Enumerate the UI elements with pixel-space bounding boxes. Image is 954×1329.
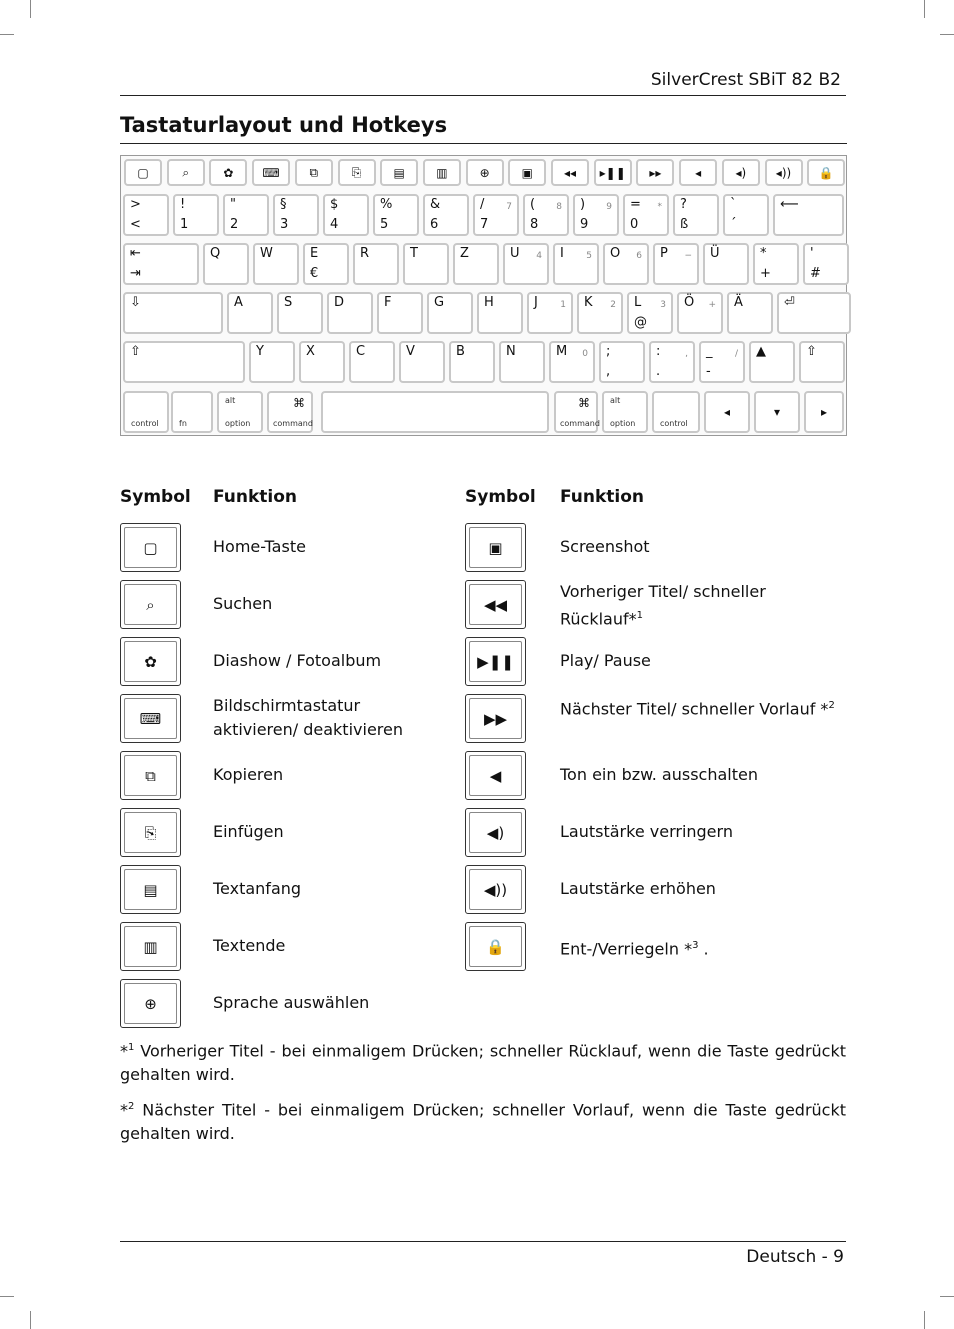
play-pause-icon: ▶❚❚ [469,641,522,682]
col-function-left: Funktion [213,487,298,507]
function-label: Nächster Titel/ schneller Vorlauf * [560,699,829,719]
symbol-box [120,751,181,800]
key-label-bottom: 5 [380,217,389,232]
key-row5-0[interactable] [123,341,245,383]
search-icon: ⌕ [124,584,177,625]
keyboard-icon: ⌨ [124,698,177,739]
key-label-top: ) [580,197,586,212]
section-title: Tastaturlayout und Hotkeys [120,113,448,137]
lock-icon: 🔒 [469,926,522,967]
key-label-top: I [560,246,564,261]
key-row4-6[interactable] [477,292,523,334]
lock-icon: 🔒 [818,165,834,180]
volume-up-icon: ◀)) [469,869,522,910]
key-row2-12[interactable] [723,194,769,236]
footnote-ref: 1 [636,610,643,621]
key-label-top: ! [180,197,186,212]
key-label-top: " [230,197,236,212]
key-label-numpad: 7 [506,202,512,212]
key-label-top: $ [330,197,339,212]
function-text [213,592,438,616]
paste-icon: ⎘ [124,812,177,853]
key-label-top: ( [530,197,536,212]
key-label-numpad: 3 [660,300,666,310]
key-label-bottom: ß [680,217,689,232]
globe-icon: ⊕ [124,983,177,1024]
key-label-top: Y [256,344,264,359]
key-label-numpad: 2 [610,300,616,310]
copy-icon: ⧉ [309,165,319,179]
key-label-bottom: € [310,266,319,281]
key-label-top: W [260,246,273,261]
key-row4-11[interactable] [727,292,773,334]
function-label: Home-Taste [213,537,306,556]
key-row5-8[interactable] [599,341,645,383]
key-row4-4[interactable] [377,292,423,334]
col-function-right: Funktion [560,487,645,507]
symbol-box [465,580,526,629]
key-row3-2[interactable] [253,243,299,285]
key-label-top: ⟵ [780,197,799,212]
key-label-alt: alt [225,396,236,405]
key-label-bottom: ´ [730,217,737,232]
key-paste[interactable] [338,159,376,186]
function-label: Bildschirmtastatur aktivieren/ deaktivieren [213,696,403,739]
function-text [560,877,840,901]
function-label: Einfügen [213,822,284,841]
key-volume-down[interactable] [722,159,760,186]
symbol-box [465,637,526,686]
key-label-top: % [380,197,393,212]
key-label-top: _ [706,344,713,359]
key-label-numpad: + [708,300,716,310]
key-label: control [131,419,159,428]
function-label: Screenshot [560,537,650,556]
function-text [213,649,438,673]
key-label-top: U [510,246,520,261]
key-label-top: : [656,344,661,359]
key-label-top: C [356,344,366,359]
key-arrow-down[interactable] [754,391,800,433]
symbol-box [120,694,181,743]
key-label: fn [179,419,187,428]
key-label-top: / [480,197,485,212]
key-label-top: N [506,344,516,359]
key-label: ▸ [820,405,828,419]
key-label-top: G [434,295,445,310]
key-label-numpad: 8 [556,202,562,212]
key-row5-6[interactable] [499,341,545,383]
page-number: Deutsch - 9 [746,1247,844,1267]
key-label-top: ? [680,197,687,212]
key-label-top: T [410,246,418,261]
fast-forward-icon: ▸▸ [649,165,662,180]
key-label-numpad: 6 [636,251,642,261]
key-label-option: option [610,419,636,428]
key-label-bottom: - [706,364,711,379]
symbol-box [465,808,526,857]
crop-mark [940,34,954,35]
key-row3-10[interactable] [653,243,699,285]
key-search[interactable] [167,159,205,186]
key-label-bottom: 0 [630,217,639,232]
mute-icon: ◂ [695,165,702,180]
key-row3-13[interactable] [803,243,849,285]
function-text [213,877,438,901]
slideshow-icon: ✿ [124,641,177,682]
symbol-box [465,523,526,572]
key-row2-13[interactable] [773,194,844,236]
key-row3-5[interactable] [403,243,449,285]
function-label: Ton ein bzw. ausschalten [560,765,758,784]
key-row3-8[interactable] [553,243,599,285]
key-space[interactable] [321,391,549,433]
key-label-top: = [630,197,641,212]
key-row2-11[interactable] [673,194,719,236]
key-text-end[interactable] [423,159,461,186]
footnote-ref: 2 [828,700,835,711]
key-label-top: Ö [684,295,695,310]
home-icon: ▢ [137,165,149,180]
key-label-top: ⇩ [130,295,141,310]
symbol-box [120,865,181,914]
key-slideshow[interactable] [209,159,247,186]
key-row4-5[interactable] [427,292,473,334]
fast-forward-icon: ▶▶ [469,698,522,739]
key-label-top: ⇧ [806,344,817,359]
function-label: Textanfang [213,879,302,898]
key-label-top: R [360,246,370,261]
mute-icon: ◀ [469,755,522,796]
function-label: Suchen [213,594,273,613]
title-rule [120,143,847,144]
key-label-top: Q [210,246,221,261]
key-label-top: ` [730,197,737,212]
key-arrow-left[interactable] [704,391,750,433]
crop-mark [30,0,31,18]
key-row2-0[interactable] [123,194,169,236]
play-pause-icon: ▸❚❚ [599,165,626,180]
text-start-icon: ▤ [124,869,177,910]
key-label-bottom: . [656,364,661,379]
key-globe[interactable] [466,159,504,186]
key-home[interactable] [124,159,162,186]
key-label-alt: alt [610,396,621,405]
key-label: ▾ [773,405,781,419]
key-play-pause[interactable] [594,159,632,186]
key-label-bottom: + [760,266,771,281]
key-row4-0[interactable] [123,292,223,334]
footer-rule [120,1241,846,1242]
key-row5-2[interactable] [299,341,345,383]
key-row3-4[interactable] [353,243,399,285]
key-row2-5[interactable] [373,194,419,236]
function-label: Textende [213,936,286,955]
key-label-top: ⇤ [130,246,141,261]
key-row5-12[interactable] [799,341,845,383]
command-icon: ⌘ [578,396,590,410]
rewind-icon: ◀◀ [469,584,522,625]
command-icon: ⌘ [293,396,305,410]
key-label-top: F [384,295,392,310]
key-label-top: J [534,295,538,310]
function-label: Play/ Pause [560,651,651,670]
symbol-box [120,523,181,572]
function-suffix: . [698,939,709,959]
function-text [213,991,438,1015]
symbol-box [120,580,181,629]
footnote-ref: 3 [692,940,699,951]
key-row4-2[interactable] [277,292,323,334]
key-command-left[interactable] [267,391,313,433]
symbol-box [465,865,526,914]
function-label: Lautstärke erhöhen [560,879,716,898]
key-label-top: ⇧ [130,344,141,359]
key-label-top: > [130,197,141,212]
volume-down-icon: ◂) [735,165,747,180]
key-label-numpad: / [734,349,738,359]
slideshow-icon: ✿ [223,165,234,180]
key-label: control [660,419,688,428]
key-label-command: command [273,419,313,428]
key-row4-7[interactable] [527,292,573,334]
key-label-top: V [406,344,415,359]
function-text [213,763,438,787]
key-label-bottom: # [810,266,821,281]
key-row4-10[interactable] [677,292,723,334]
key-fn[interactable] [171,391,213,433]
key-label-bottom: 4 [330,217,339,232]
key-label-option: option [225,419,251,428]
key-label-bottom: 2 [230,217,239,232]
key-label-command: command [560,419,600,428]
key-row3-11[interactable] [703,243,749,285]
key-option-right[interactable] [602,391,648,433]
key-label-top: K [584,295,593,310]
key-row3-9[interactable] [603,243,649,285]
key-label-bottom: 1 [180,217,189,232]
key-label-bottom: 7 [480,217,489,232]
key-row2-6[interactable] [423,194,469,236]
search-icon: ⌕ [182,165,190,179]
key-label-numpad: * [657,202,662,212]
key-label-top: Z [460,246,469,261]
key-label-top: ' [810,246,814,261]
key-copy[interactable] [295,159,333,186]
key-row4-12[interactable] [777,292,851,334]
paste-icon: ⎘ [351,165,362,179]
key-command-right[interactable] [554,391,598,433]
key-row2-1[interactable] [173,194,219,236]
symbol-box [465,922,526,971]
key-keyboard[interactable] [252,159,290,186]
function-text [213,820,438,844]
key-label-top: H [484,295,494,310]
symbol-box [465,694,526,743]
key-text-start[interactable] [380,159,418,186]
key-mute[interactable] [679,159,717,186]
volume-up-icon: ◂)) [775,165,792,180]
function-text [560,694,840,721]
key-label-bottom: @ [634,315,647,330]
key-label-bottom: , [606,364,611,379]
key-label-top: ▲ [756,344,766,359]
crop-mark [0,34,14,35]
symbol-box [465,751,526,800]
key-label-numpad: 4 [536,251,542,261]
crop-mark [30,1311,31,1329]
key-row2-3[interactable] [273,194,319,236]
symbol-box [120,808,181,857]
key-row5-11[interactable] [749,341,795,383]
keyboard-layout [120,155,847,436]
symbol-box [120,922,181,971]
crop-mark [924,0,925,18]
key-label-top: S [284,295,293,310]
key-label-top: X [306,344,315,359]
key-row5-5[interactable] [449,341,495,383]
function-label: Sprache auswählen [213,993,370,1012]
key-row5-9[interactable] [649,341,695,383]
key-label-bottom: ⇥ [130,266,141,281]
col-symbol-left: Symbol [120,487,191,507]
key-label-top: D [334,295,345,310]
crop-mark [0,1296,14,1297]
key-row5-10[interactable] [699,341,745,383]
symbol-box [120,637,181,686]
key-label-top: L [634,295,642,310]
copy-icon: ⧉ [124,755,177,796]
key-row3-3[interactable] [303,243,349,285]
key-row5-1[interactable] [249,341,295,383]
key-label-top: B [456,344,465,359]
footnote-2: *$^2$ Nächster Titel - bei einmaligem Drücken; schneller Vorlauf, wenn die Taste gedrückt gehalten wird. [120,1100,846,1144]
key-control-left[interactable] [123,391,169,433]
key-row4-3[interactable] [327,292,373,334]
keyboard-icon: ⌨ [262,165,280,180]
key-row3-6[interactable] [453,243,499,285]
header-title: SilverCrest SBiT 82 B2 [650,70,841,90]
function-text [560,934,840,961]
key-lock[interactable] [807,159,845,186]
header-rule [120,95,846,96]
key-fast-forward[interactable] [636,159,674,186]
function-label: Diashow / Fotoalbum [213,651,382,670]
key-label-top: O [610,246,621,261]
key-row5-3[interactable] [349,341,395,383]
key-label-numpad: 0 [582,349,588,359]
function-text [560,763,840,787]
key-row3-12[interactable] [753,243,799,285]
key-label-bottom: < [130,217,141,232]
key-row2-2[interactable] [223,194,269,236]
key-label-numpad: 5 [586,251,592,261]
key-screenshot[interactable] [508,159,546,186]
function-text [560,580,840,631]
key-row3-1[interactable] [203,243,249,285]
key-label-top: E [310,246,319,261]
symbol-box [120,979,181,1028]
key-row4-1[interactable] [227,292,273,334]
text-start-icon: ▤ [393,165,405,180]
key-row5-7[interactable] [549,341,595,383]
key-label-top: Ü [710,246,720,261]
key-label-bottom: 6 [430,217,439,232]
key-row2-10[interactable] [623,194,669,236]
function-text [213,934,438,958]
key-option-left[interactable] [217,391,263,433]
key-label-top: * [760,246,767,261]
key-label-bottom: 9 [580,217,589,232]
function-label: Kopieren [213,765,284,784]
key-row2-8[interactable] [523,194,569,236]
key-label-numpad: 9 [606,202,612,212]
crop-mark [924,1311,925,1329]
function-text [560,820,840,844]
text-end-icon: ▥ [436,165,448,180]
volume-down-icon: ◀) [469,812,522,853]
function-text [560,649,840,673]
home-icon: ▢ [124,527,177,568]
key-label-numpad: − [684,251,692,261]
key-arrow-right[interactable] [804,391,844,433]
key-label-top: Ä [734,295,743,310]
key-label-top: ⏎ [784,295,795,310]
key-rewind[interactable] [551,159,589,186]
key-label-bottom: 3 [280,217,289,232]
key-label-numpad: , [685,349,688,359]
key-row4-8[interactable] [577,292,623,334]
key-label-numpad: 1 [560,300,566,310]
key-label-top: P [660,246,668,261]
col-symbol-right: Symbol [465,487,536,507]
function-text [213,535,438,559]
key-label: ◂ [723,405,731,419]
crop-mark [940,1296,954,1297]
key-row2-4[interactable] [323,194,369,236]
screenshot-icon: ▣ [521,165,533,180]
function-text [213,694,438,742]
screenshot-icon: ▣ [469,527,522,568]
key-row2-7[interactable] [473,194,519,236]
key-row3-7[interactable] [503,243,549,285]
function-text [560,535,840,559]
key-control-right[interactable] [652,391,700,433]
text-end-icon: ▥ [124,926,177,967]
key-label-top: A [234,295,243,310]
rewind-icon: ◂◂ [563,165,577,180]
key-row2-9[interactable] [573,194,619,236]
key-label-top: § [280,197,287,212]
key-label-top: M [556,344,568,359]
key-row4-9[interactable] [627,292,673,334]
key-label-bottom: 8 [530,217,539,232]
footnote-1: *$^1$ Vorheriger Titel - bei einmaligem Drücken; schneller Rücklauf, wenn die Taste gedrückt gehalten wird. [120,1041,846,1085]
key-label-top: & [430,197,441,212]
function-label: Lautstärke verringern [560,822,733,841]
key-row3-0[interactable] [123,243,199,285]
globe-icon: ⊕ [479,165,490,180]
key-label-top: ; [606,344,611,359]
function-label: Vorheriger Titel/ schneller Rücklauf* [560,582,766,629]
key-volume-up[interactable] [765,159,803,186]
key-row5-4[interactable] [399,341,445,383]
function-label: Ent-/Verriegeln * [560,939,693,959]
